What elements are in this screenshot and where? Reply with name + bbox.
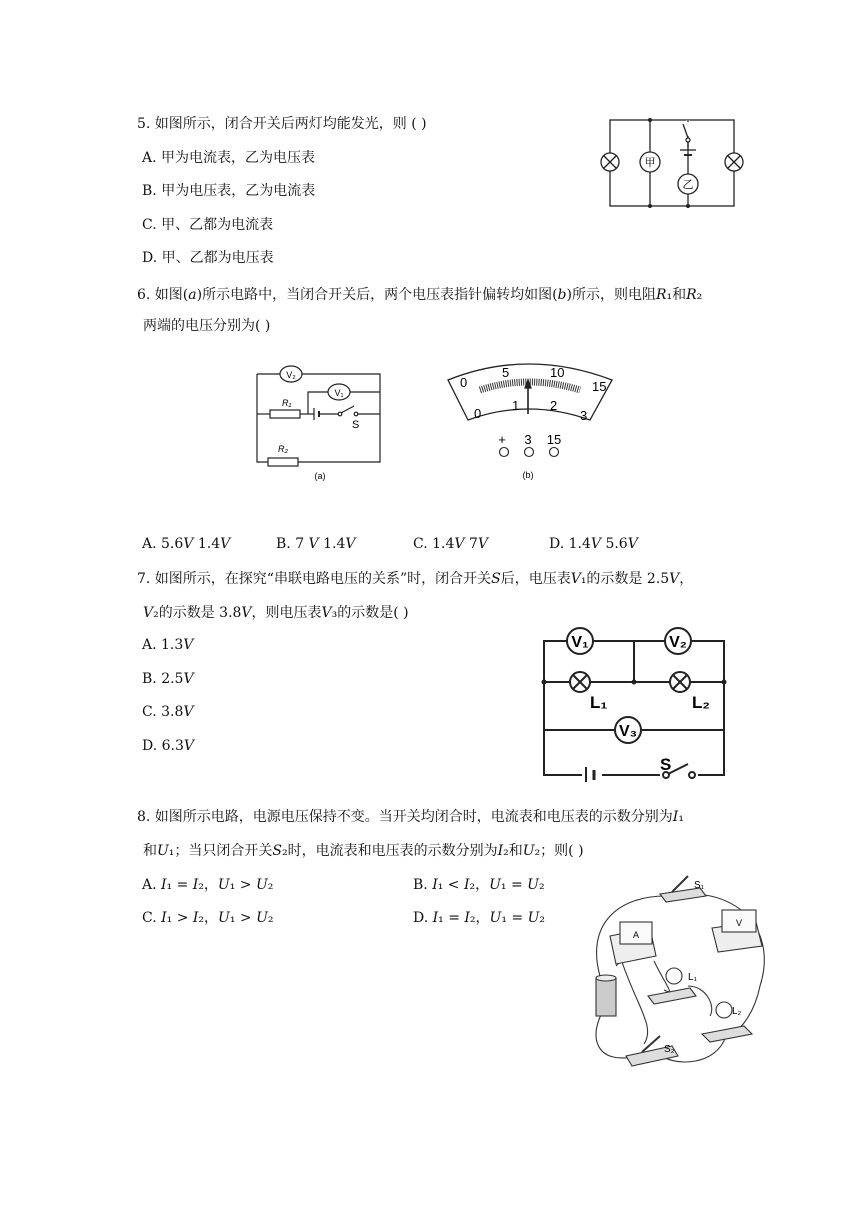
q8-option-c[interactable]: C. 𝐼₁ > 𝐼₂，𝑈₁ > 𝑈₂ bbox=[142, 910, 274, 926]
q8-s2-label: S₂ bbox=[664, 1044, 675, 1055]
q6b-scale-bottom-1: 1 bbox=[512, 398, 520, 413]
q6b-scale-top-10: 10 bbox=[550, 365, 565, 380]
q7-l1-label: L₁ bbox=[590, 693, 608, 712]
q6b-terminal-3: 3 bbox=[524, 432, 532, 447]
q6-option-b[interactable]: B. 7 𝑉 1.4𝑉 bbox=[276, 536, 356, 552]
q6b-scale-bottom-0: 0 bbox=[474, 406, 482, 421]
q8-option-b[interactable]: B. 𝐼₁ < 𝐼₂，𝑈₁ = 𝑈₂ bbox=[413, 877, 545, 893]
q6-voltmeter-dial-b bbox=[440, 354, 620, 484]
q7-v2-label: V₂ bbox=[669, 634, 687, 651]
q6b-scale-bottom-2: 2 bbox=[550, 398, 558, 413]
q6-circuit-diagram-a bbox=[248, 358, 388, 488]
q6b-terminal-plus: + bbox=[498, 432, 506, 447]
q6a-caption: (a) bbox=[314, 471, 326, 481]
q8-l1-label: L₁ bbox=[688, 972, 697, 983]
q6a-switch-label: S bbox=[352, 419, 360, 431]
q6b-caption: (b) bbox=[522, 470, 534, 480]
q8-voltmeter-label: V bbox=[735, 918, 743, 928]
q7-stem-line2: 𝑉₂的示数是 3.8𝑉，则电压表𝑉₃的示数是( ) bbox=[143, 605, 409, 621]
q5-circuit-diagram bbox=[594, 112, 754, 212]
q5-option-b[interactable]: B. 甲为电压表，乙为电流表 bbox=[142, 183, 316, 199]
q8-option-d[interactable]: D. 𝐼₁ = 𝐼₂，𝑈₁ = 𝑈₂ bbox=[413, 910, 545, 926]
q6b-terminal-circle bbox=[500, 448, 509, 457]
q5-option-d[interactable]: D. 甲、乙都为电压表 bbox=[142, 250, 274, 266]
q6b-terminal-circle bbox=[550, 448, 559, 457]
q8-stem-line2: 和𝑈₁；当只闭合开关𝑆₂时，电流表和电压表的示数分别为𝐼₂和𝑈₂；则( ) bbox=[143, 843, 584, 859]
q6b-scale-top-15: 15 bbox=[592, 379, 607, 394]
q6a-r2-label: R₂ bbox=[278, 444, 288, 454]
q6-option-a[interactable]: A. 5.6𝑉 1.4𝑉 bbox=[142, 536, 231, 552]
q5-stem: 5. 如图所示，闭合开关后两灯均能发光，则 ( ) bbox=[137, 116, 427, 132]
q7-v3-label: V₃ bbox=[618, 723, 638, 740]
q7-switch-label: S bbox=[660, 755, 672, 774]
q8-stem-line1: 8. 如图所示电路，电源电压保持不变。当开关均闭合时，电流表和电压表的示数分别为𝐼₁ bbox=[137, 809, 684, 825]
q6a-r1-label: R₁ bbox=[282, 398, 292, 408]
q6a-v1-label: V₁ bbox=[334, 388, 344, 398]
q7-option-a[interactable]: A. 1.3𝑉 bbox=[142, 637, 194, 653]
q7-circuit-diagram bbox=[536, 622, 736, 782]
q6b-terminal-circle bbox=[525, 448, 534, 457]
q7-option-c[interactable]: C. 3.8𝑉 bbox=[142, 704, 194, 720]
q5-option-a[interactable]: A. 甲为电流表，乙为电压表 bbox=[142, 150, 316, 166]
q7-stem-line1: 7. 如图所示，在探究“串联电路电压的关系”时，闭合开关𝑆后，电压表𝑉₁的示数是 2.5𝑉， bbox=[137, 571, 694, 587]
q7-option-b[interactable]: B. 2.5𝑉 bbox=[142, 671, 194, 687]
q6-option-c[interactable]: C. 1.4𝑉 7𝑉 bbox=[413, 536, 488, 552]
q6-stem-line2: 两端的电压分别为( ) bbox=[143, 318, 271, 334]
q8-option-a[interactable]: A. 𝐼₁ = 𝐼₂，𝑈₁ > 𝑈₂ bbox=[142, 877, 274, 893]
q7-v1-label: V₁ bbox=[571, 634, 589, 651]
q6-stem-line1: 6. 如图(𝑎)所示电路中，当闭合开关后，两个电压表指针偏转均如图(𝑏)所示，则电阻𝑅₁和𝑅₂ bbox=[137, 287, 703, 303]
q8-physical-circuit bbox=[576, 866, 776, 1072]
q5-meter-yi-label: 乙 bbox=[682, 178, 694, 191]
q7-option-d[interactable]: D. 6.3𝑉 bbox=[142, 738, 195, 754]
q6a-v2-label: V₂ bbox=[286, 370, 296, 380]
q8-ammeter-label: A bbox=[632, 930, 640, 940]
q5-option-c[interactable]: C. 甲、乙都为电流表 bbox=[142, 217, 274, 233]
q6-option-d[interactable]: D. 1.4𝑉 5.6𝑉 bbox=[549, 536, 638, 552]
q6b-scale-bottom-3: 3 bbox=[580, 408, 588, 423]
q6b-terminal-15: 15 bbox=[546, 432, 562, 447]
q6b-scale-top-5: 5 bbox=[502, 365, 510, 380]
q8-l2-label: L₂ bbox=[732, 1006, 742, 1017]
q8-s1-label: S₁ bbox=[694, 880, 705, 891]
q6b-scale-top-0: 0 bbox=[460, 375, 468, 390]
q5-meter-jia-label: 甲 bbox=[644, 156, 656, 169]
q7-l2-label: L₂ bbox=[692, 693, 710, 712]
